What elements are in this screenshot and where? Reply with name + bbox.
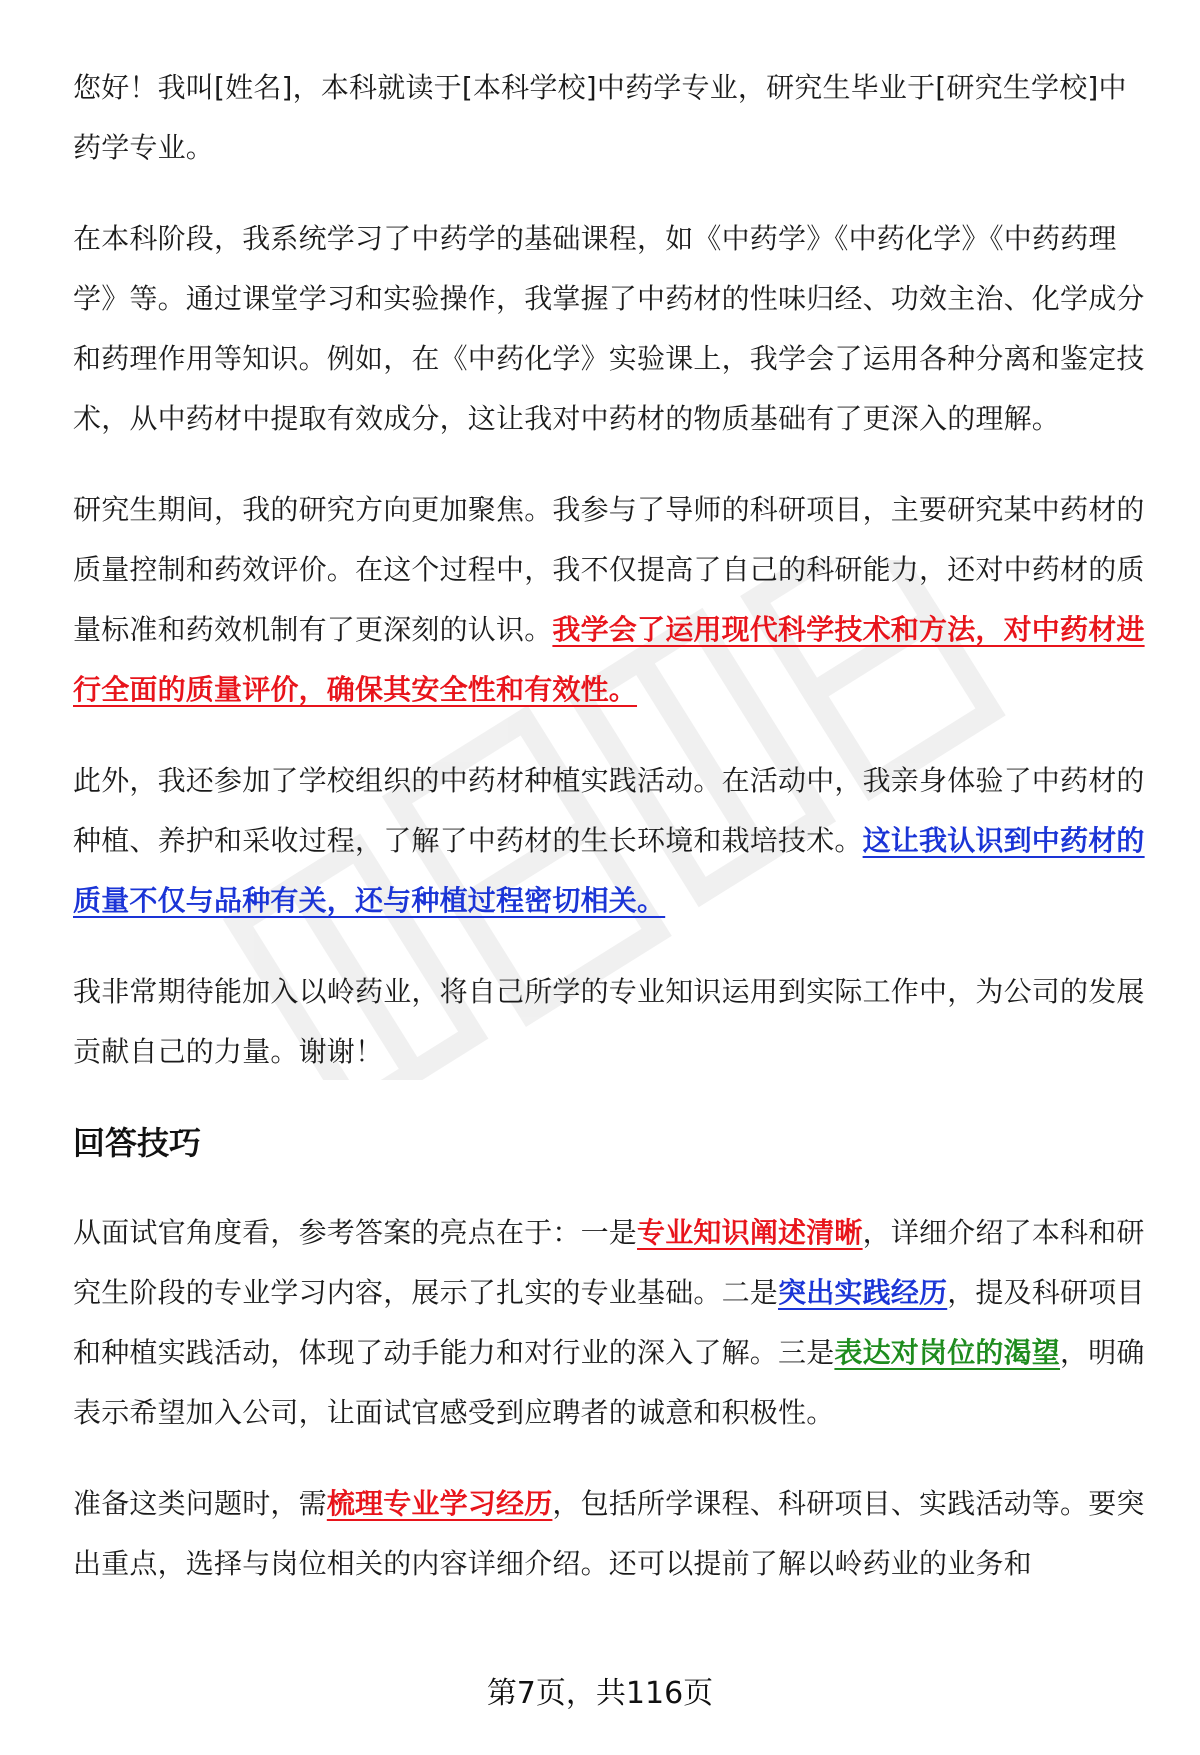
paragraph-text: ，提及科研项目和种植实践活动，体现了动手能力和对行业的深入了解。三是 <box>73 1276 1145 1369</box>
section-heading: 回答技巧 <box>73 1124 202 1162</box>
document-page <box>73 58 1148 1625</box>
paragraph-text: ，包括所学课程、科研项目、实践活动等。要突出重点，选择与岗位相关的内容详细介绍。还可以提前了解以岭药业的业务和 <box>73 1487 1145 1580</box>
paragraph-text: 准备这类问题时，需 <box>73 1487 327 1520</box>
paragraph <box>73 480 1148 720</box>
highlighted-text-blue: 突出实践经历 <box>778 1276 948 1309</box>
paragraph <box>73 962 1148 1082</box>
highlighted-text-red: 专业知识阐述清晰 <box>637 1216 863 1249</box>
paragraph-text: ，明确表示希望加入公司，让面试官感受到应聘者的诚意和积极性。 <box>73 1336 1145 1429</box>
paragraph-text: 在本科阶段，我系统学习了中药学的基础课程，如《中药学》《中药化学》《中药药理学》等。通过课堂学习和实验操作，我掌握了中药材的性味归经、功效主治、化学成分和药理作用等知识。例如，在《中药化学》实验课上，我学会了运用各种分离和鉴定技术，从中药材中提取有效成分，这让我对中药材的物质基础有了更深入的理解。 <box>73 222 1145 435</box>
highlighted-text-red: 我学会了运用现代科学技术和方法，对中药材进行全面的质量评价，确保其安全性和有效性。 <box>73 613 1145 706</box>
paragraph <box>73 209 1148 449</box>
paragraph-text: 研究生期间，我的研究方向更加聚焦。我参与了导师的科研项目，主要研究某中药材的质量控制和药效评价。在这个过程中，我不仅提高了自己的科研能力，还对中药材的质量标准和药效机制有了更深刻的认识。 <box>73 493 1145 646</box>
highlighted-text-blue: 这让我认识到中药材的质量不仅与品种有关，还与种植过程密切相关。 <box>73 824 1145 917</box>
paragraph-text: ，详细介绍了本科和研究生阶段的专业学习内容，展示了扎实的专业基础。二是 <box>73 1216 1145 1309</box>
paragraph <box>73 1474 1148 1594</box>
page-number-footer: 第7页，共116页 <box>486 1676 714 1711</box>
paragraph-text: 您好！我叫[姓名]，本科就读于[本科学校]中药学专业，研究生毕业于[研究生学校]中药学专业。 <box>73 71 1127 164</box>
tips-section <box>73 1203 1148 1594</box>
highlighted-text-green: 表达对岗位的渴望 <box>834 1336 1061 1369</box>
paragraph <box>73 58 1148 178</box>
paragraph <box>73 751 1148 931</box>
paragraph-text: 从面试官角度看，参考答案的亮点在于：一是 <box>73 1216 638 1249</box>
paragraph-text: 我非常期待能加入以岭药业，将自己所学的专业知识运用到实际工作中，为公司的发展贡献自己的力量。谢谢！ <box>73 975 1145 1068</box>
paragraph-text: 此外，我还参加了学校组织的中药材种植实践活动。在活动中，我亲身体验了中药材的种植、养护和采收过程，了解了中药材的生长环境和栽培技术。 <box>73 764 1145 857</box>
answer-section <box>73 58 1148 1082</box>
paragraph <box>73 1203 1148 1443</box>
highlighted-text-red: 梳理专业学习经历 <box>326 1487 553 1520</box>
